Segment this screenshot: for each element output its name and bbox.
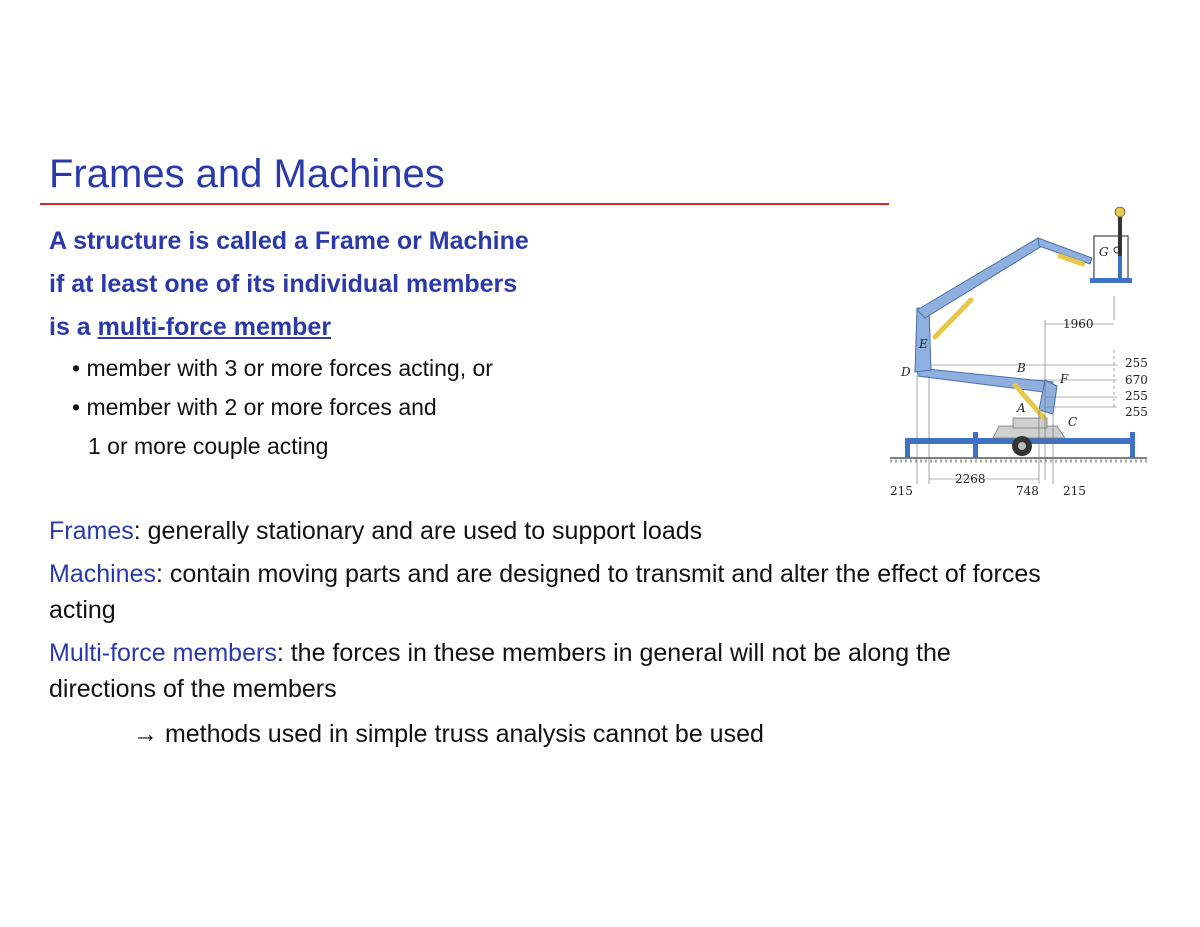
dimension-215-right: 215	[1063, 484, 1086, 498]
title-divider	[40, 203, 889, 205]
point-label-c: C	[1068, 415, 1078, 429]
definition-text: : contain moving parts and are designed to transmit and alter the effect of forces acting	[49, 560, 1041, 624]
point-label-d: D	[901, 365, 911, 379]
conclusion-text: methods used in simple truss analysis cannot be used	[164, 720, 764, 748]
dimension-255-b: 255	[1125, 389, 1148, 403]
dimension-1960: 1960	[1063, 317, 1094, 331]
bullet-continuation: 1 or more couple acting	[88, 433, 329, 459]
turntable	[1013, 418, 1047, 428]
definitions	[49, 513, 1059, 714]
definition-machines	[49, 556, 1059, 628]
dimension-215-left: 215	[890, 484, 913, 498]
dimension-255-c: 255	[1125, 405, 1148, 419]
intro-statement	[49, 222, 849, 351]
bullet-item	[72, 352, 493, 391]
operator-helmet	[1115, 207, 1125, 217]
intro-line-3-prefix: is a	[49, 313, 98, 341]
point-label-f: F	[1060, 372, 1069, 386]
bullet-marker: •	[72, 394, 81, 420]
definition-term: Multi-force members	[49, 639, 277, 667]
dimension-255-a: 255	[1125, 356, 1148, 370]
point-label-g: G	[1099, 245, 1109, 259]
intro-line-2: if at least one of its individual members	[49, 270, 518, 298]
outrigger-left	[905, 438, 910, 458]
lower-boom	[917, 368, 1053, 393]
definition-term: Machines	[49, 560, 156, 588]
intro-line-1: A structure is called a Frame or Machine	[49, 227, 529, 255]
platform-floor	[1090, 278, 1132, 283]
point-label-b: B	[1017, 361, 1026, 375]
dimension-670: 670	[1125, 373, 1148, 387]
conclusion	[133, 716, 764, 752]
slide-title: Frames and Machines	[49, 152, 445, 196]
definition-text: : generally stationary and are used to support loads	[133, 517, 703, 545]
definition-term: Frames	[49, 517, 134, 545]
upper-boom	[917, 238, 1042, 318]
bullet-text: member with 3 or more forces acting, or	[86, 355, 493, 381]
wheel-hub	[1018, 442, 1026, 450]
bullet-item	[72, 391, 493, 430]
outrigger-mid	[973, 432, 978, 458]
definition-frames	[49, 513, 1059, 549]
point-label-e: E	[919, 337, 928, 351]
bullet-list	[72, 352, 493, 469]
dimension-2268: 2268	[955, 472, 986, 486]
right-arrow-icon: →	[133, 720, 158, 748]
outrigger-right	[1130, 432, 1135, 458]
dimension-748: 748	[1016, 484, 1039, 498]
bullet-marker: •	[72, 355, 81, 381]
aerial-lift-diagram	[885, 200, 1165, 505]
aerial-lift-figure	[885, 200, 1165, 505]
intro-line-3	[49, 308, 849, 351]
point-label-a: A	[1017, 401, 1026, 415]
definition-text: : the forces in these members in general will not be along the directions of the members	[49, 639, 951, 703]
multi-force-member-term: multi-force member	[97, 313, 332, 341]
definition-multi-force-members	[49, 635, 1059, 707]
bullet-text: member with 2 or more forces and	[86, 394, 437, 420]
